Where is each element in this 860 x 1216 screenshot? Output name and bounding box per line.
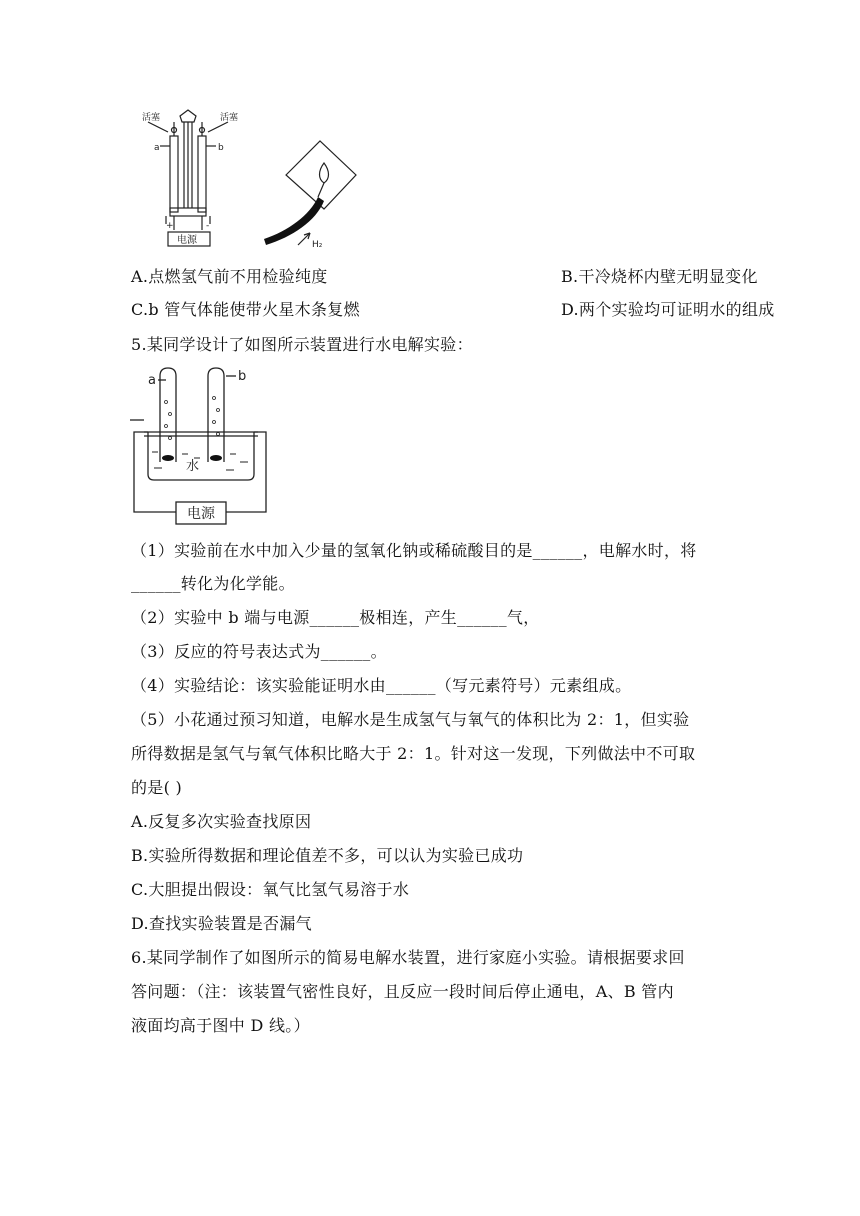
q4-option-row-1 [131,266,758,288]
h2-label: H₂ [312,240,323,250]
q5-line-6: （5）小花通过预习知道，电解水是生成氢气与氧气的体积比为 2：1，但实验 [131,710,690,729]
plus-sign: + [166,221,174,231]
q6-line-1: 6.某同学制作了如图所示的简易电解水装置，进行家庭小实验。请根据要求回 [131,948,685,967]
q5-option-b: B.实验所得数据和理论值差不多，可以认为实验已成功 [131,846,524,865]
electrolysis-apparatus-figure [140,108,250,248]
q4-option-a: A.点燃氢气前不用检验纯度 [131,267,328,286]
q5-stem: 5.某同学设计了如图所示装置进行水电解实验： [131,335,473,354]
q6-line-2: 答问题：（注：该装置气密性良好，且反应一段时间后停止通电，A、B 管内 [131,982,674,1001]
q5-option-d: D.查找实验装置是否漏气 [131,914,312,933]
stopcock-right-label: 活塞 [220,113,239,123]
hydrogen-combustion-figure [258,135,368,255]
tube-b-label: b [218,143,224,153]
water-label: 水 [186,459,200,474]
q4-option-row-2 [131,299,775,321]
q5-line-4: （3）反应的符号表达式为______。 [131,642,387,661]
q5-line-7: 所得数据是氢气与氧气体积比略大于 2：1。针对这一发现，下列做法中不可取 [131,744,696,763]
power-source-label: 电源 [187,506,215,522]
minus-sign: - [206,221,210,231]
q4-option-c: C.b 管气体能使带火星木条复燃 [131,300,360,319]
q5-line-2: ______转化为化学能。 [131,574,295,593]
tube-b-label: b [238,369,247,384]
q4-option-b: B.干冷烧杯内壁无明显变化 [561,267,758,286]
q5-line-8: 的是( ) [131,778,183,797]
q5-line-5: （4）实验结论：该实验能证明水由______（写元素符号）元素组成。 [131,676,632,695]
tube-a-label: a [154,143,160,153]
tube-a-label: a [148,373,156,388]
water-electrolysis-figure [130,362,270,527]
q5-option-c: C.大胆提出假设：氧气比氢气易溶于水 [131,880,410,899]
power-source-label: 电源 [177,235,197,246]
stopcock-left-label: 活塞 [142,113,161,123]
q5-option-a: A.反复多次实验查找原因 [131,812,312,831]
q4-option-d: D.两个实验均可证明水的组成 [561,300,775,319]
q5-line-1: （1）实验前在水中加入少量的氢氧化钠或稀硫酸目的是______，电解水时，将 [131,541,697,560]
q5-line-3: （2）实验中 b 端与电源______极相连，产生______气， [131,608,540,627]
q6-line-3: 液面均高于图中 D 线。） [131,1016,310,1035]
